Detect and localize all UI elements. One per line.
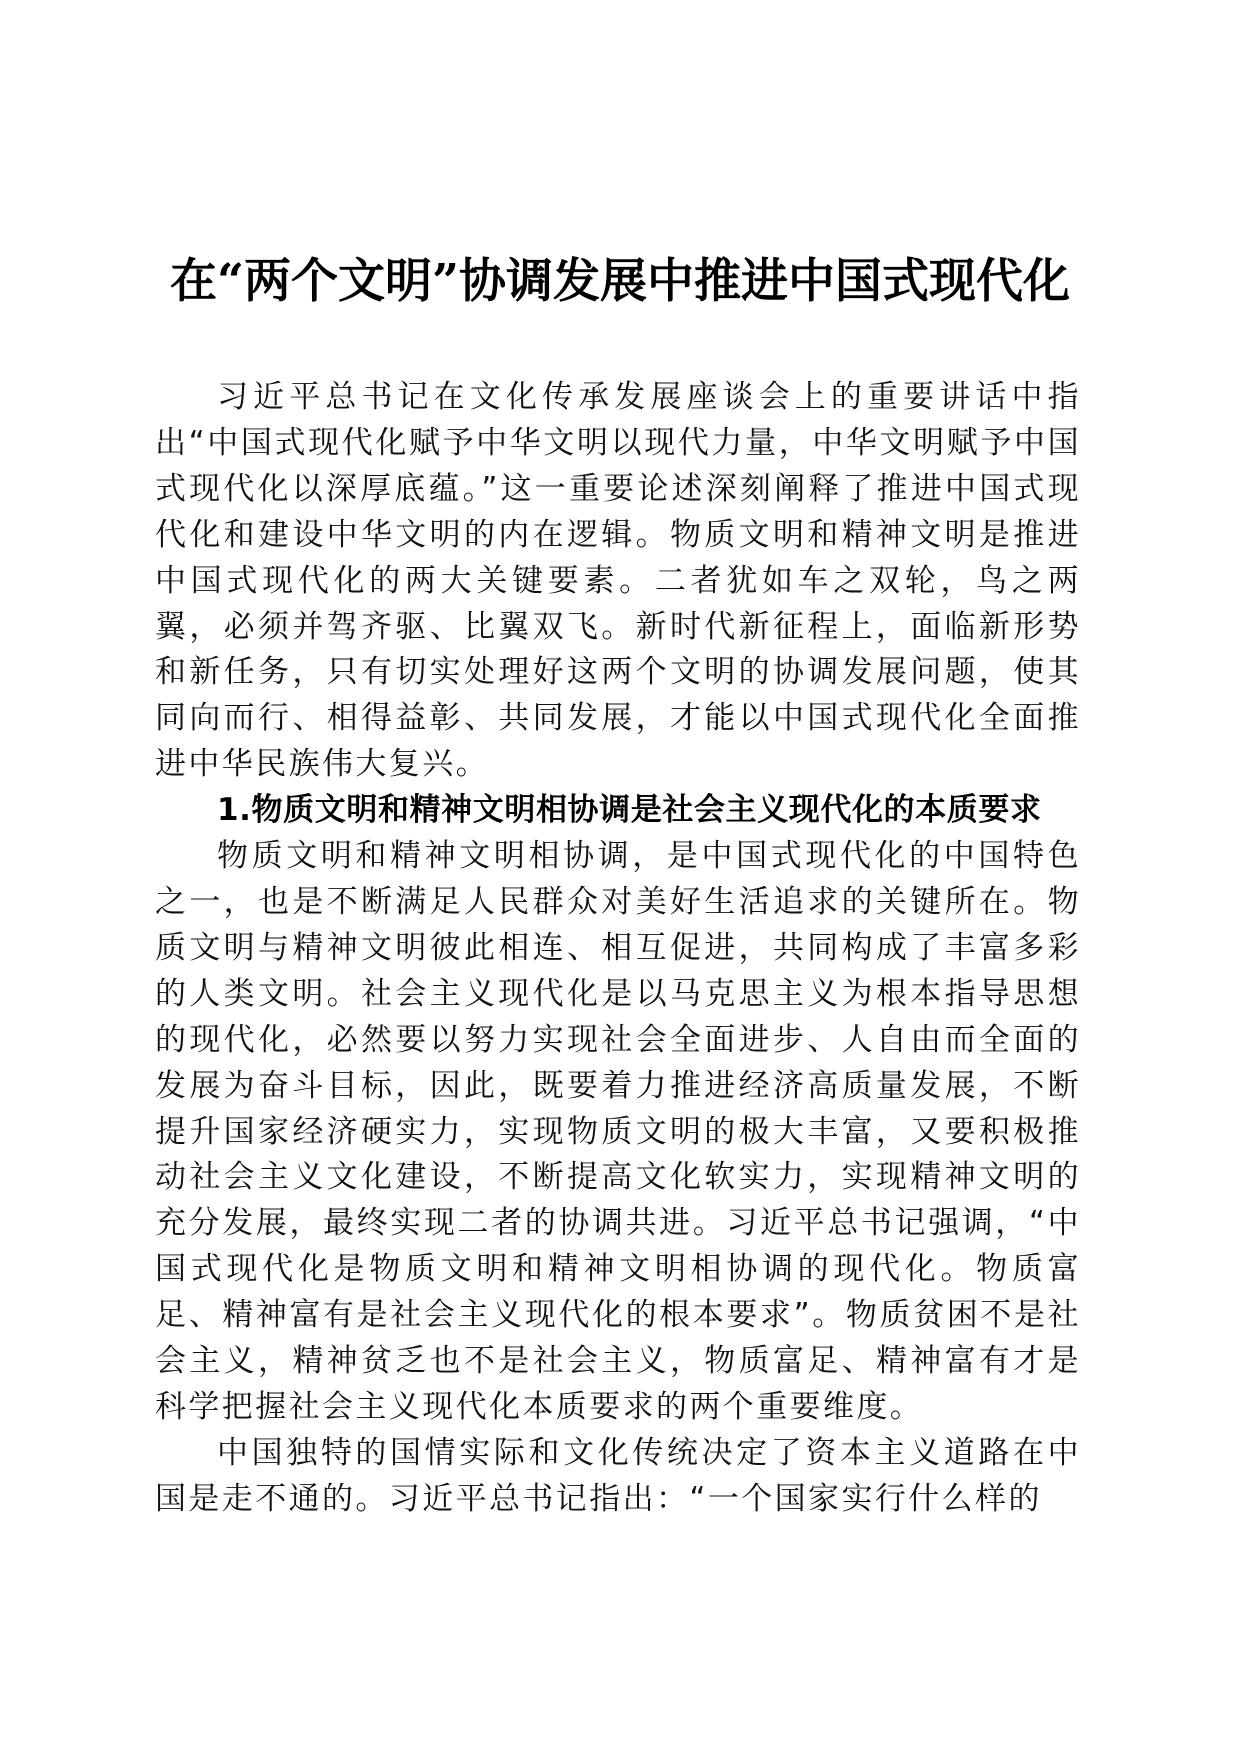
intro-paragraph: 习近平总书记在文化传承发展座谈会上的重要讲话中指出“中国式现代化赋予中华文明以现代力量，中华文明赋予中国式现代化以深厚底蕴。”这一重要论述深刻阐释了推进中国式现代化和建设中华文明的内在逻辑。物质文明和精神文明是推进中国式现代化的两大关键要素。二者犹如车之双轮，鸟之两翼，必须并驾齐驱、比翼双飞。新时代新征程上，面临新形势和新任务，只有切实处理好这两个文明的协调发展问题，使其同向而行、相得益彰、共同发展，才能以中国式现代化全面推进中华民族伟大复兴。	[155, 379, 1081, 783]
section-heading: 1.物质文明和精神文明相协调是社会主义现代化的本质要求	[217, 792, 1042, 829]
body-paragraph: 中国独特的国情实际和文化传统决定了资本主义道路在中国是走不通的。习近平总书记指出：“一个国家实行什么样的	[155, 1434, 1081, 1517]
document-title: 在“两个文明”协调发展中推进中国式现代化	[169, 254, 1071, 309]
document-body	[155, 375, 1081, 1523]
body-paragraph: 物质文明和精神文明相协调，是中国式现代化的中国特色之一，也是不断满足人民群众对美好生活追求的关键所在。物质文明与精神文明彼此相连、相互促进，共同构成了丰富多彩的人类文明。社会主义现代化是以马克思主义为根本指导思想的现代化，必然要以努力实现社会全面进步、人自由而全面的发展为奋斗目标，因此，既要着力推进经济高质量发展，不断提升国家经济硬实力，实现物质文明的极大丰富，又要积极推动社会主义文化建设，不断提高文化软实力，实现精神文明的充分发展，最终实现二者的协调共进。习近平总书记强调，“中国式现代化是物质文明和精神文明相协调的现代化。物质富足、精神富有是社会主义现代化的根本要求”。物质贫困不是社会主义，精神贫乏也不是社会主义，物质富足、精神富有才是科学把握社会主义现代化本质要求的两个重要维度。	[155, 838, 1081, 1425]
